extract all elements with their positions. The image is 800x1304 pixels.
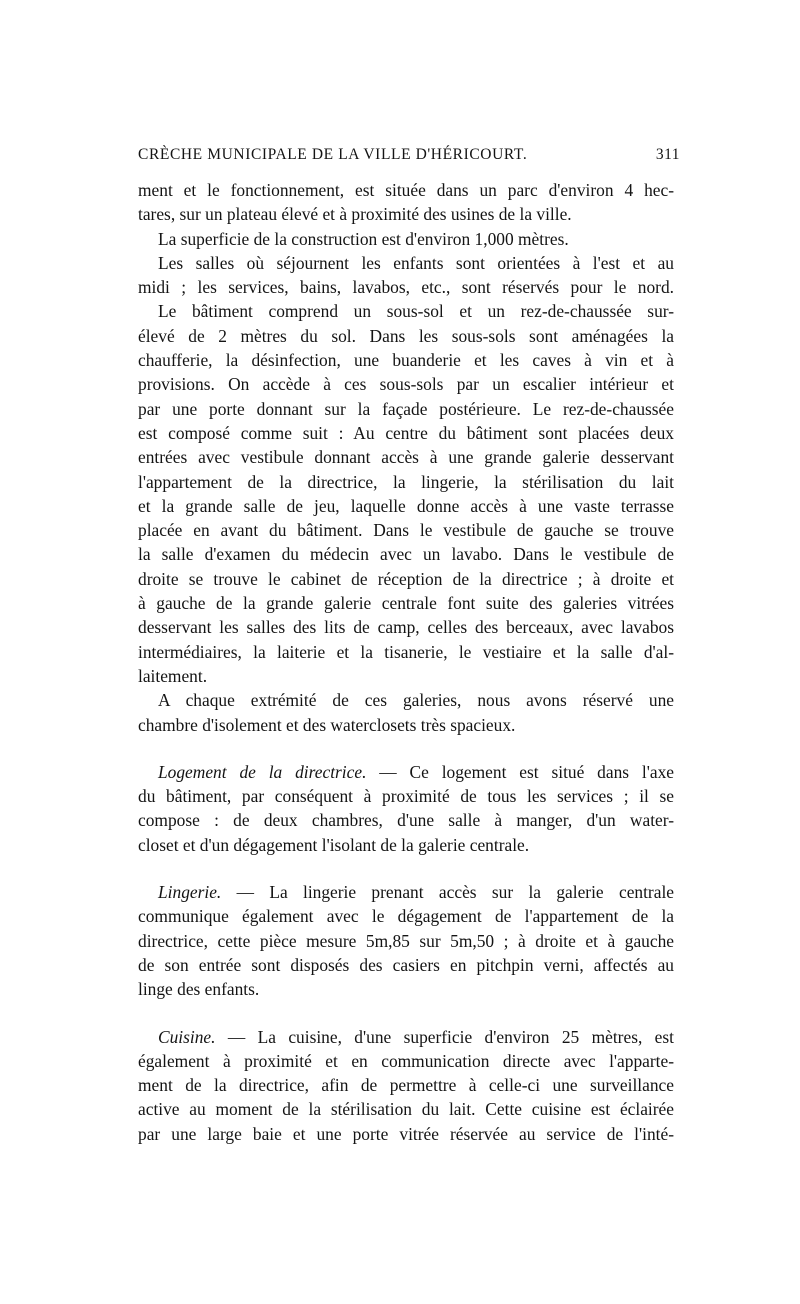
text-line: et la grande salle de jeu, laquelle donne accès à une vaste terrasse	[138, 495, 674, 516]
text-line	[138, 760, 674, 784]
text-line: par une porte donnant sur la façade postérieure. Le rez-de-chaussée	[138, 398, 674, 419]
text-line: communique également avec le dégagement de l'appartement de la	[138, 906, 674, 927]
text-line: l'appartement de la directrice, la lingerie, la stérilisation du lait	[138, 471, 674, 492]
text-line: Les salles où séjournent les enfants sont orientées à l'est et au	[158, 252, 674, 273]
section-gap	[138, 737, 674, 760]
text-line: du bâtiment, par conséquent à proximité de tous les services ; il se	[138, 786, 674, 807]
text-line: ment et le fonctionnement, est située dans un parc d'environ 4 hec-	[138, 180, 674, 200]
text-line: linge des enfants.	[138, 979, 260, 1000]
text-line: La superficie de la construction est d'environ 1,000 mètres.	[158, 228, 569, 249]
section-title: Logement de la directrice.	[158, 761, 367, 782]
text-run: — La cuisine, d'une superficie d'environ 25 mètres, est	[215, 1026, 674, 1047]
text-line: desservant les salles des lits de camp, celles des berceaux, avec lavabos	[138, 617, 674, 638]
section-gap	[138, 1002, 674, 1025]
text-line: active au moment de la stérilisation du lait. Cette cuisine est éclairée	[138, 1099, 674, 1120]
text-line: à gauche de la grande galerie centrale font suite des galeries vitrées	[138, 593, 674, 614]
text-line: ment de la directrice, afin de permettre à celle-ci une surveillance	[138, 1075, 674, 1096]
text-line: midi ; les services, bains, lavabos, etc., sont réservés pour le nord.	[138, 277, 674, 298]
text-line: closet et d'un dégagement l'isolant de la galerie centrale.	[138, 834, 530, 855]
text-line	[138, 1025, 674, 1049]
body-text	[138, 178, 674, 1146]
section-gap	[138, 857, 674, 880]
text-line: est composé comme suit : Au centre du bâtiment sont placées deux	[138, 422, 674, 443]
text-line: de son entrée sont disposés des casiers en pitchpin verni, affectés au	[138, 954, 674, 975]
text-line: A chaque extrémité de ces galeries, nous avons réservé une	[158, 690, 674, 711]
running-head	[138, 146, 680, 168]
text-line: droite se trouve le cabinet de réception de la directrice ; à droite et	[138, 568, 674, 589]
text-line: provisions. On accède à ces sous-sols par un escalier intérieur et	[138, 374, 674, 395]
text-run: — Ce logement est situé dans l'axe	[366, 761, 675, 782]
text-line: tares, sur un plateau élevé et à proximité des usines de la ville.	[138, 204, 572, 225]
text-line: également à proximité et en communication directe avec l'apparte-	[138, 1050, 674, 1071]
text-line: intermédiaires, la laiterie et la tisanerie, le vestiaire et la salle d'al-	[138, 641, 674, 662]
section-title: Lingerie.	[158, 882, 222, 903]
text-line: la salle d'examen du médecin avec un lavabo. Dans le vestibule de	[138, 544, 674, 565]
text-line: par une large baie et une porte vitrée réservée au service de l'inté-	[138, 1123, 674, 1144]
text-line: chaufferie, la désinfection, une buanderie et les caves à vin et à	[138, 350, 674, 371]
text-line: directrice, cette pièce mesure 5m,85 sur 5m,50 ; à droite et à gauche	[138, 930, 674, 951]
page-number: 311	[655, 146, 680, 163]
section-title: Cuisine.	[158, 1026, 216, 1047]
text-line: placée en avant du bâtiment. Dans le vestibule de gauche se trouve	[138, 520, 674, 541]
running-title: CRÈCHE MUNICIPALE DE LA VILLE D'HÉRICOURT.	[138, 146, 528, 163]
text-line	[138, 880, 674, 904]
text-line: chambre d'isolement et des waterclosets très spacieux.	[138, 714, 516, 735]
text-line: compose : de deux chambres, d'une salle à manger, d'un water-	[138, 810, 674, 831]
text-line: entrées avec vestibule donnant accès à une grande galerie desservant	[138, 447, 674, 468]
text-line: Le bâtiment comprend un sous-sol et un rez-de-chaussée sur-	[158, 301, 674, 322]
text-run: — La lingerie prenant accès sur la galerie centrale	[221, 882, 674, 903]
text-line: laitement.	[138, 665, 208, 686]
text-line: élevé de 2 mètres du sol. Dans les sous-sols sont aménagées la	[138, 325, 674, 346]
